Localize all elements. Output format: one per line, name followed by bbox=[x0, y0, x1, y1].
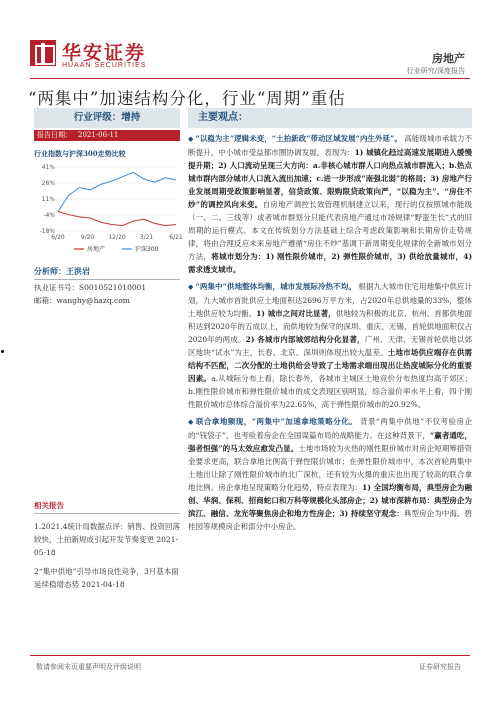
analyst-name: 分析师：王洪岩 bbox=[34, 266, 180, 280]
main-points-column bbox=[188, 108, 472, 533]
section-3-strong: “赢者通吃，强者恒强”的马太效应愈发凸显。 bbox=[188, 431, 472, 453]
x-tick-label: 9/20 bbox=[80, 234, 95, 241]
company-name-cn: 华安证券 bbox=[62, 42, 147, 64]
section-2-strong: 1) 城市之间对比显著， bbox=[256, 309, 336, 318]
x-tick-label: 12/20 bbox=[108, 234, 126, 241]
diamond-bullet-icon: ◆ bbox=[188, 418, 194, 426]
report-date: 2021-06-11 bbox=[78, 131, 119, 139]
analyst-license: 执业证书号：S0010521010001 bbox=[34, 283, 147, 292]
section-2-text: 根据九大城市住宅用地集中供应计划，九大城市首批供应土地面积达2696万平方米，占2020年总供地量的33%，整体土地供应较为均衡。 bbox=[188, 282, 472, 318]
legend-label: 房地产 bbox=[87, 246, 106, 253]
y-tick-label: 26% bbox=[41, 180, 55, 187]
diamond-bullet-icon: ◆ bbox=[188, 135, 194, 143]
analyst-email[interactable]: 邮箱：wanghy@hazq.com bbox=[34, 296, 130, 305]
related-reports-title: 相关报告 bbox=[34, 500, 180, 514]
legend-label: 沪深300 bbox=[135, 246, 159, 253]
footer-disclaimer[interactable]: 敬请参阅末页重要声明及评级说明 bbox=[36, 663, 141, 671]
y-tick-label: -4% bbox=[43, 212, 55, 219]
main-points-title: 主要观点： bbox=[188, 108, 472, 128]
section-3-heading: 联合拿地频现，“两集中”加速拿地策略分化。 bbox=[195, 417, 358, 426]
section-1-strong: 将城市划分为：1) 刚性限价城市，2) 弹性限价城市，3) 供给放量城市，4) 需求透支城市。 bbox=[188, 252, 473, 274]
section-2 bbox=[188, 280, 472, 411]
report-title: “两集中”加速结构分化，行业“周期”重估 bbox=[28, 89, 346, 108]
company-name-en: HUAAN SECURITIES bbox=[62, 62, 147, 69]
section-2-text: a.从城际分布上看，除长春外，各城市主城区土地竞价分布热度均高于郊区； bbox=[211, 374, 473, 383]
series-line-2 bbox=[58, 172, 176, 211]
report-type-label: 行业研究/深度报告 bbox=[406, 67, 465, 75]
section-2-text: 广州、天津、无锡首轮供地以郊区地块“试水”为主，长春、北京、深圳则体现出较大温差。 bbox=[188, 335, 472, 357]
section-1-heading: “以稳为主”逻辑未变，“土拍新政”带动区域发展“内生外延”。 bbox=[195, 134, 402, 143]
report-header bbox=[0, 0, 499, 80]
chart-svg bbox=[34, 161, 183, 257]
footer-divider bbox=[30, 655, 470, 656]
sector-label: 房地产 bbox=[432, 52, 465, 65]
section-1-text: 高能级城市承载力不断提升，中小城市受益都市圈协调发展，表现为： bbox=[188, 134, 472, 157]
section-3-text: 土地市场较为火热的刚性限价城市对房企短期筹措资金要求更高，联合拿地比例高于弹性限价城市；在弹性限价城市中，本次首轮两集中土地出让除了刚性限价城市的北广深杭，还有较为火爆的重庆也出现了较高的联合拿地比例。房企拿地呈现策略分化趋势，特点表现为： bbox=[188, 444, 472, 492]
related-reports bbox=[34, 500, 180, 591]
chart-title: 行业指数与沪深300走势比较 bbox=[34, 149, 126, 158]
section-2-strong: 土地市场供应端存在供需结构不匹配，二次分配的土地供给会导致了土地需求端出现出让热度城际分化的重要因素。 bbox=[188, 348, 473, 383]
left-column bbox=[34, 108, 183, 306]
report-date-label: 报告日期： bbox=[37, 131, 72, 139]
section-1 bbox=[188, 132, 472, 276]
footer-report-label: 证券研究报告 bbox=[419, 663, 461, 671]
section-1-strong: 1) 城镇化趋过高速发展期进入缓慢提升期；2) 人口流动呈现三大方向：a.非核心城市群人口向热点城市群流入；b.热点城市群内部分城市人口流入流出加速；c.进一步形成“南强北弱”的格局；3) 房地产行业发展周期受政策影响显著，信贷政策、限购限贷政策向严，“以稳为主”、“房住不炒”的调控风向未变。 bbox=[188, 148, 472, 209]
section-1-text: 自房地产调控长效管理机制建立以来，现行的仅按照城市能级（一、二、三线等）或者城市群划分只能代表房地产通过市场规律“野蛮生长”式的旧周期的运行模式。本文在传统划分方法基础上综合考虑政策影响和长期房价走势规律，将由合理反应未来房地产遵循“房住不炒”基调下新周期变化规律的全新城市划分方法， bbox=[188, 200, 472, 261]
section-3-strong: 1) 全国均衡布局，典型房企为融创、华润、保利、招商蛇口和万科等规模化头部房企；2) 城市深耕布局：典型房企为滨江、融信、龙光等聚焦房企和地方性房企；3) 持续坚守观念： bbox=[188, 483, 472, 518]
section-3-text: 背景“两集中供地”不仅考验房企的“钱袋子”，也考验着房企在全国谋篇布局的战略能力。在这种背景下， bbox=[188, 417, 472, 440]
industry-rating: 行业评级：增持 bbox=[34, 108, 180, 128]
section-2-strong: 2) 各城市内部城郊结构分化显著， bbox=[245, 335, 365, 344]
diamond-bullet-icon: ◆ bbox=[188, 283, 194, 291]
margin-dot bbox=[1, 350, 4, 353]
x-tick-label: 6/20 bbox=[51, 234, 65, 241]
section-3-text: 典型房企为中海、碧桂园等规模房企和部分中小房企。 bbox=[188, 509, 472, 531]
section-2-heading: “两集中”供地整体均衡，城市发展际冷热不均。 bbox=[195, 282, 356, 291]
series-line-1 bbox=[58, 212, 176, 226]
related-report-item[interactable]: 1.2021.4统计局数据点评：销售、投资回落较快，土拍新规或引起开发节奏变更 2021-05-18 bbox=[34, 522, 180, 557]
section-2-text: 供地较为积极的北京、杭州、首都供地面积达到2020年的五成以上，而供地较为保守的深圳、重庆、无锡，首轮供地面积仅占2020年的两成。 bbox=[188, 309, 472, 344]
y-tick-label: 11% bbox=[41, 196, 55, 203]
company-logo-icon bbox=[30, 40, 56, 66]
y-tick-label: -18% bbox=[39, 228, 55, 235]
x-tick-label: 6/21 bbox=[169, 234, 183, 241]
index-comparison-chart bbox=[34, 161, 183, 257]
related-report-item[interactable]: 2“集中供地”引导市场良性竞争，3月基本面延续稳增态势 2021-04-18 bbox=[34, 567, 179, 589]
section-2-text: b.刚性限价城市和弹性限价城市的成交表现区别明显，综合溢价率水平上看，四个刚性限价城市总体综合溢价率为22.65%，高于弹性限价城市的20.92%。 bbox=[188, 387, 472, 409]
x-tick-label: 3/21 bbox=[139, 234, 154, 241]
report-date-row bbox=[34, 130, 180, 141]
header-divider bbox=[30, 78, 470, 79]
section-3 bbox=[188, 415, 472, 533]
y-tick-label: 41% bbox=[41, 164, 55, 171]
